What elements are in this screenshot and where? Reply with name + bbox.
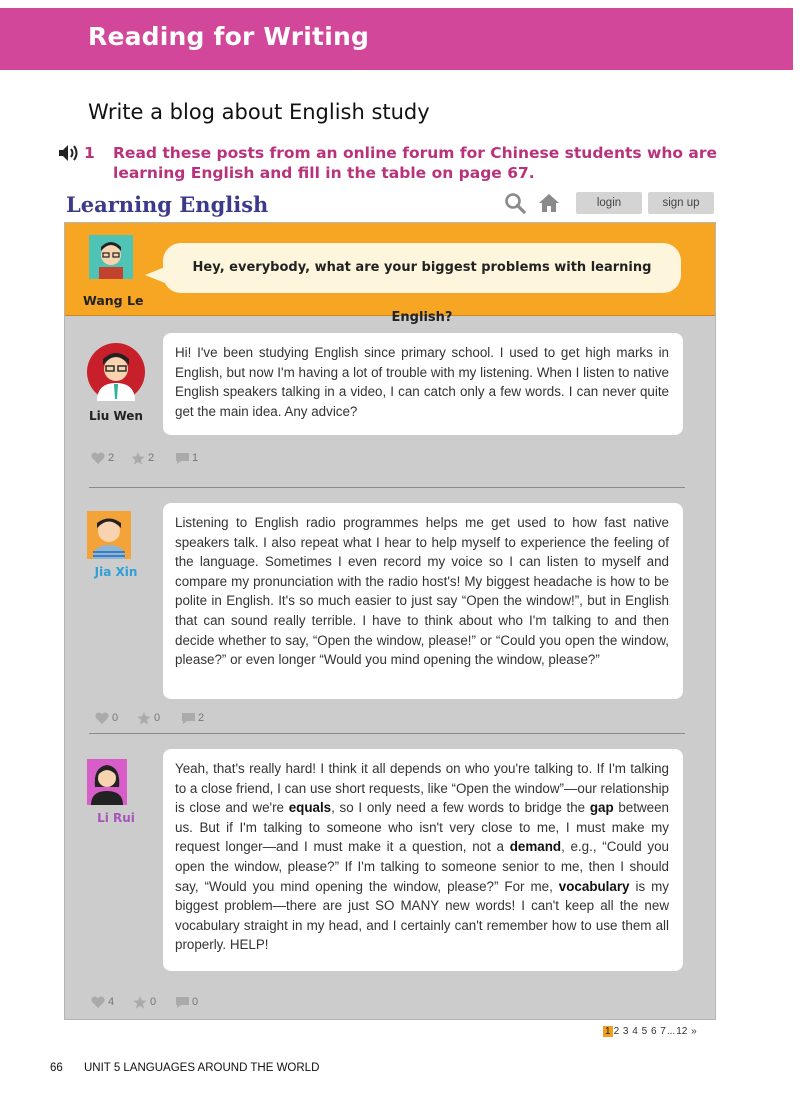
star-count: 2 <box>148 452 155 464</box>
page-number: 66 <box>50 1062 63 1074</box>
post-author: Jia Xin <box>94 565 138 579</box>
text-segment: , e.g., “Could you open the window, please?” If I'm talking to someone senior to me, then I should say, “Would you mind opening the window, please?” For me, <box>175 839 669 894</box>
home-icon[interactable] <box>538 192 560 214</box>
text-segment: , so I only need a few words to bridge the <box>331 800 590 816</box>
heart-icon <box>95 712 109 725</box>
question-bubble <box>163 243 681 325</box>
avatar <box>89 235 133 279</box>
forum-body <box>64 222 716 1020</box>
comment-count: 2 <box>198 712 205 724</box>
heart-icon <box>91 996 105 1009</box>
post-divider <box>89 733 685 734</box>
banner-title: Reading for Writing <box>88 22 370 51</box>
page-link[interactable]: 6 <box>650 1026 657 1037</box>
post-divider <box>89 487 685 488</box>
page-link[interactable]: 7 <box>660 1026 666 1037</box>
question-post <box>65 223 715 325</box>
star-count: 0 <box>150 996 157 1008</box>
text-segment: between us. But if I'm talking to someone who isn't very close to me, I must make my request longer—and I must make it a question, not a <box>175 800 669 855</box>
text-segment: Listening to English radio programmes helps me get used to how fast native speakers talk. I also repeat what I hear to help myself to experience the feeling of the language. Sometimes I even record my voice so I can listen to myself and compare my pronunciation with the radio host's! My biggest headache is how to be polite in English. It's so much easier to just say “Open the window!”, but in English that can sound really terrible. I have to think about who I'm talking to and then decide whether to say, “Open the window, please!” or “Could you open the window, please?” or even longer “Would you mind opening the window, please?” <box>175 515 669 668</box>
text-segment: Hi! I've been studying English since primary school. I used to get high marks in English, but now I'm having a lot of trouble with my listening. When I listen to native English speakers talking in a video, I can catch only a few words. I can never quite get the main idea. Any advice? <box>175 345 669 419</box>
forum-window <box>64 184 716 1020</box>
avatar <box>87 511 145 559</box>
question-text: Hey, everybody, what are your biggest problems with learning English? <box>192 260 652 325</box>
page-link[interactable]: 3 <box>622 1026 629 1037</box>
forum-logo: Learning English <box>66 192 269 217</box>
avatar <box>87 759 145 805</box>
instruction-text: Read these posts from an online forum for Chinese students who are learning English and fill in the table on page 67. <box>113 144 718 182</box>
search-icon[interactable] <box>504 192 526 214</box>
like-count: 4 <box>108 996 115 1008</box>
keyword: vocabulary <box>558 878 630 894</box>
star-icon <box>131 452 145 465</box>
page-link[interactable]: 2 <box>613 1026 620 1037</box>
pagination <box>603 1026 698 1040</box>
comment-icon <box>175 996 190 1009</box>
post-author: Li Rui <box>97 811 135 825</box>
instruction-number: 1 <box>84 144 95 162</box>
section-banner <box>0 8 793 70</box>
avatar <box>87 343 145 401</box>
page-footer <box>50 1062 319 1074</box>
comment-count: 1 <box>192 452 199 464</box>
like-count: 0 <box>112 712 119 724</box>
star-count: 0 <box>154 712 161 724</box>
comment-count: 0 <box>192 996 199 1008</box>
speaker-icon[interactable] <box>58 144 80 162</box>
question-author: Wang Le <box>83 293 144 308</box>
next-page-button[interactable]: » <box>691 1026 697 1037</box>
keyword: equals <box>288 800 332 816</box>
post-author: Liu Wen <box>89 409 143 423</box>
comment-icon <box>181 712 196 725</box>
star-icon <box>133 996 147 1009</box>
page-link-current[interactable]: 1 <box>605 1026 611 1037</box>
heart-icon <box>91 452 105 465</box>
post-text <box>163 333 683 435</box>
text-segment: Yeah, that's really hard! I think it all depends on who you're talking to. If I'm talking to a close friend, I can use short requests, like “Open the window”—our relationship is close and we're <box>175 761 669 816</box>
post-text <box>163 503 683 699</box>
page-link[interactable]: 4 <box>632 1026 638 1037</box>
star-icon <box>137 712 151 725</box>
post-text <box>163 749 683 971</box>
text-segment: is my biggest problem—there are just SO MANY new words! I can't keep all the new vocabulary straight in my head, and I certainly can't remember how to use them all properly. HELP! <box>175 878 669 953</box>
page-link[interactable]: 5 <box>641 1026 648 1037</box>
login-button[interactable]: login <box>576 192 642 214</box>
keyword: demand <box>509 839 562 855</box>
page-ellipsis: ... <box>666 1026 676 1037</box>
keyword: gap <box>589 800 614 816</box>
comment-icon <box>175 452 190 465</box>
unit-title: UNIT 5 LANGUAGES AROUND THE WORLD <box>84 1062 320 1074</box>
page-subtitle: Write a blog about English study <box>88 100 430 124</box>
sign-up-button[interactable]: sign up <box>648 192 714 214</box>
forum-header <box>64 184 716 222</box>
like-count: 2 <box>108 452 115 464</box>
page-link-last[interactable]: 12 <box>676 1026 688 1037</box>
